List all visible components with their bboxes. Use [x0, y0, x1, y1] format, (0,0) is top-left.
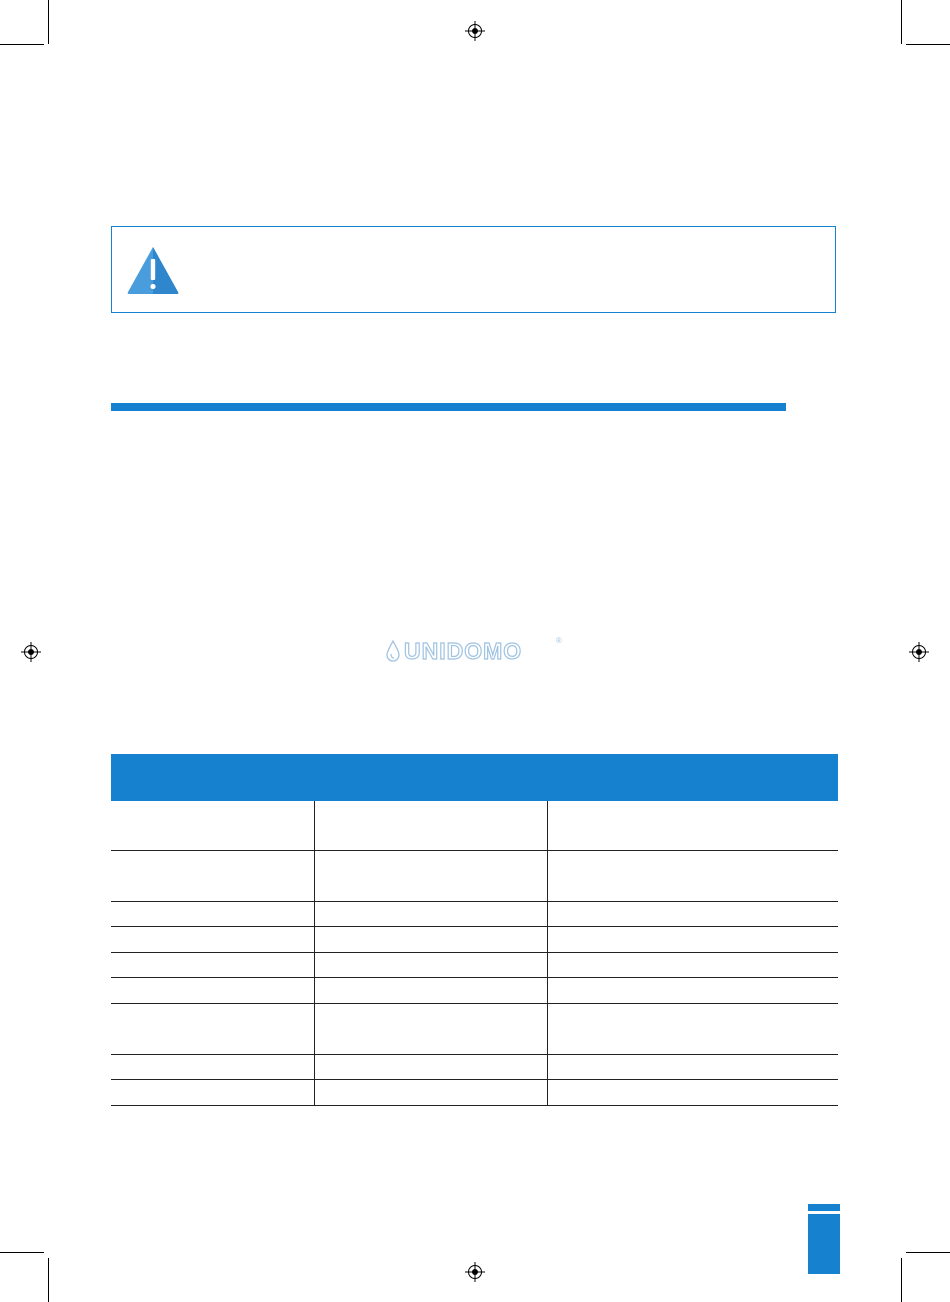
crop-mark-bottom-right-h: [906, 1252, 950, 1253]
page-tab: [808, 1204, 840, 1274]
registration-mark-right-icon: [909, 642, 929, 662]
crop-mark-bottom-left-h: [0, 1252, 44, 1253]
crop-mark-top-right-h: [906, 44, 950, 45]
table-row: [111, 851, 838, 902]
spec-table: [111, 801, 838, 1106]
table-row: [111, 927, 838, 953]
page-tab-stripe: [808, 1211, 840, 1214]
registration-mark-bottom-icon: [465, 1262, 485, 1282]
warning-box: [111, 226, 836, 313]
registration-mark-left-icon: [21, 642, 41, 662]
warning-triangle-icon: [126, 245, 180, 295]
logo-wordmark: UNIDOMO: [404, 638, 523, 664]
crop-mark-bottom-right-v: [901, 1258, 902, 1302]
table-row: [111, 953, 838, 978]
crop-mark-bottom-left-v: [48, 1258, 49, 1302]
registered-mark: ®: [556, 636, 562, 645]
registration-mark-top-icon: [465, 21, 485, 41]
table-header: [111, 754, 838, 801]
table-row: [111, 902, 838, 927]
crop-mark-top-left-h: [0, 44, 44, 45]
unidomo-logo: [386, 638, 566, 664]
water-drop-icon: [386, 640, 400, 662]
table-row: [111, 978, 838, 1004]
crop-mark-top-left-v: [48, 0, 49, 44]
crop-mark-top-right-v: [901, 0, 902, 44]
table-row: [111, 1080, 838, 1106]
section-divider: [111, 403, 786, 411]
table-row: [111, 1055, 838, 1080]
table-row: [111, 1004, 838, 1055]
table-row: [111, 801, 838, 851]
